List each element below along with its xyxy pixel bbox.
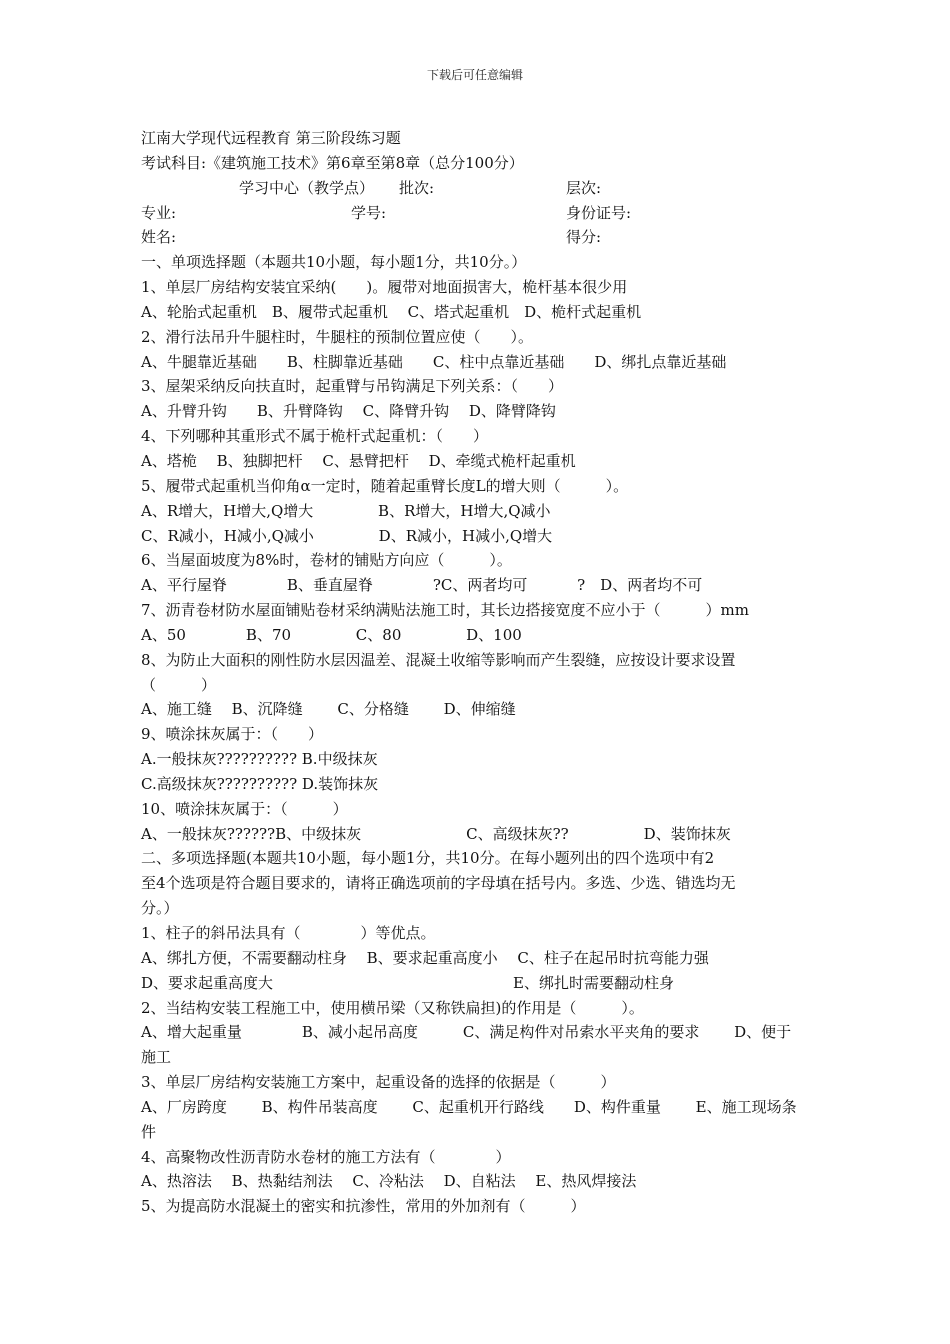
- question-line: 5、为提高防水混凝土的密实和抗渗性，常用的外加剂有（ ）: [141, 1197, 586, 1216]
- section-1-heading: 一、单项选择题（本题共10小题，每小题1分，共10分。）: [141, 253, 527, 272]
- question-line: 2、当结构安装工程施工中，使用横吊梁（又称铁扁担)的作用是（ ）。: [141, 998, 644, 1017]
- id-no-label: 身份证号:: [566, 203, 632, 222]
- options-line-continued: 施工: [141, 1048, 172, 1067]
- name-label: 姓名:: [141, 228, 177, 247]
- options-line: A、升臂升钩 B、升臂降钩 C、降臂升钩 D、降臂降钩: [141, 402, 556, 421]
- options-line: C.高级抹灰?????????? D.装饰抹灰: [141, 774, 379, 793]
- options-line: A.一般抹灰?????????? B.中级抹灰: [141, 750, 378, 769]
- question-line: 3、单层厂房结构安装施工方案中，起重设备的选择的依据是（ ）: [141, 1073, 616, 1092]
- section-2-heading-continued: 至4个选项是符合题目要求的，请将正确选项前的字母填在括号内。多选、少选、错选均无: [141, 874, 736, 893]
- info-row-1: [141, 176, 821, 201]
- student-no-label: 学号:: [351, 203, 387, 222]
- options-line: D、要求起重高度大 E、绑扎时需要翻动柱身: [141, 973, 674, 992]
- batch-label: 批次:: [399, 178, 435, 197]
- section-2-heading: 二、多项选择题(本题共10小题，每小题1分，共10分。在每小题列出的四个选项中有2: [141, 849, 715, 868]
- options-line: A、绑扎方便，不需要翻动柱身 B、要求起重高度小 C、柱子在起吊时抗弯能力强: [141, 948, 709, 967]
- options-line: A、R增大，H增大,Q增大 B、R增大，H增大,Q减小: [141, 501, 551, 520]
- title-line-2: 考试科目:《建筑施工技术》第6章至第8章（总分100分）: [141, 153, 524, 172]
- question-line-continued: （ ）: [141, 675, 217, 694]
- info-row-2: [141, 201, 821, 226]
- section-2-heading-continued: 分。）: [141, 899, 179, 918]
- options-line: A、塔桅 B、独脚把杆 C、悬臂把杆 D、牵缆式桅杆起重机: [141, 451, 576, 470]
- question-line: 6、当屋面坡度为8%时，卷材的铺贴方向应（ ）。: [141, 551, 512, 570]
- question-line: 9、喷涂抹灰属于：（ ）: [141, 725, 324, 744]
- options-line: A、牛腿靠近基础 B、柱脚靠近基础 C、柱中点靠近基础 D、绑扎点靠近基础: [141, 352, 727, 371]
- options-line: A、一般抹灰??????B、中级抹灰 C、高级抹灰?? D、装饰抹灰: [141, 824, 731, 843]
- info-row-3: [141, 225, 821, 250]
- page-header: 下载后可任意编辑: [426, 68, 523, 82]
- options-line-continued: 件: [141, 1122, 157, 1141]
- study-center-label: 学习中心（教学点）: [239, 178, 375, 197]
- score-label: 得分:: [566, 228, 602, 247]
- question-line: 7、沥青卷材防水屋面铺贴卷材采纳满贴法施工时，其长边搭接宽度不应小于（ ）mm: [141, 601, 749, 620]
- options-line: A、平行屋脊 B、垂直屋脊 ?C、两者均可 ? D、两者均不可: [141, 576, 703, 595]
- question-line: 2、滑行法吊升牛腿柱时，牛腿柱的预制位置应使（ ）。: [141, 327, 534, 346]
- options-line: A、增大起重量 B、减小起吊高度 C、满足构件对吊索水平夹角的要求 D、便于: [141, 1023, 792, 1042]
- title-line-1: 江南大学现代远程教育 第三阶段练习题: [141, 129, 401, 147]
- question-line: 5、履带式起重机当仰角α一定时，随着起重臂长度L的增大则（ ）。: [141, 476, 629, 495]
- level-label: 层次:: [566, 178, 602, 197]
- question-line: 8、为防止大面积的刚性防水层因温差、混凝土收缩等影响而产生裂缝，应按设计要求设置: [141, 650, 736, 669]
- question-line: 3、屋架采纳反向扶直时，起重臂与吊钩满足下列关系：（ ）: [141, 377, 564, 396]
- document-body: [141, 126, 821, 1219]
- question-line: 1、单层厂房结构安装宜采纳( )。履带对地面损害大，桅杆基本很少用: [141, 278, 628, 297]
- options-line: A、热溶法 B、热黏结剂法 C、冷粘法 D、自粘法 E、热风焊接法: [141, 1172, 637, 1191]
- options-line: A、施工缝 B、沉降缝 C、分格缝 D、伸缩缝: [141, 700, 516, 719]
- options-line: C、R减小，H减小,Q减小 D、R减小，H减小,Q增大: [141, 526, 553, 545]
- question-line: 1、柱子的斜吊法具有（ ）等优点。: [141, 924, 436, 942]
- options-line: A、轮胎式起重机 B、履带式起重机 C、塔式起重机 D、桅杆式起重机: [141, 302, 642, 321]
- question-line: 10、喷涂抹灰属于：（ ）: [141, 799, 348, 818]
- question-line: 4、下列哪种其重形式不属于桅杆式起重机：（ ）: [141, 427, 489, 446]
- major-label: 专业:: [141, 203, 177, 222]
- options-line: A、厂房跨度 B、构件吊装高度 C、起重机开行路线 D、构件重量 E、施工现场条: [141, 1097, 797, 1116]
- question-line: 4、高聚物改性沥青防水卷材的施工方法有（ ）: [141, 1147, 511, 1166]
- options-line: A、50 B、70 C、80 D、100: [141, 625, 522, 644]
